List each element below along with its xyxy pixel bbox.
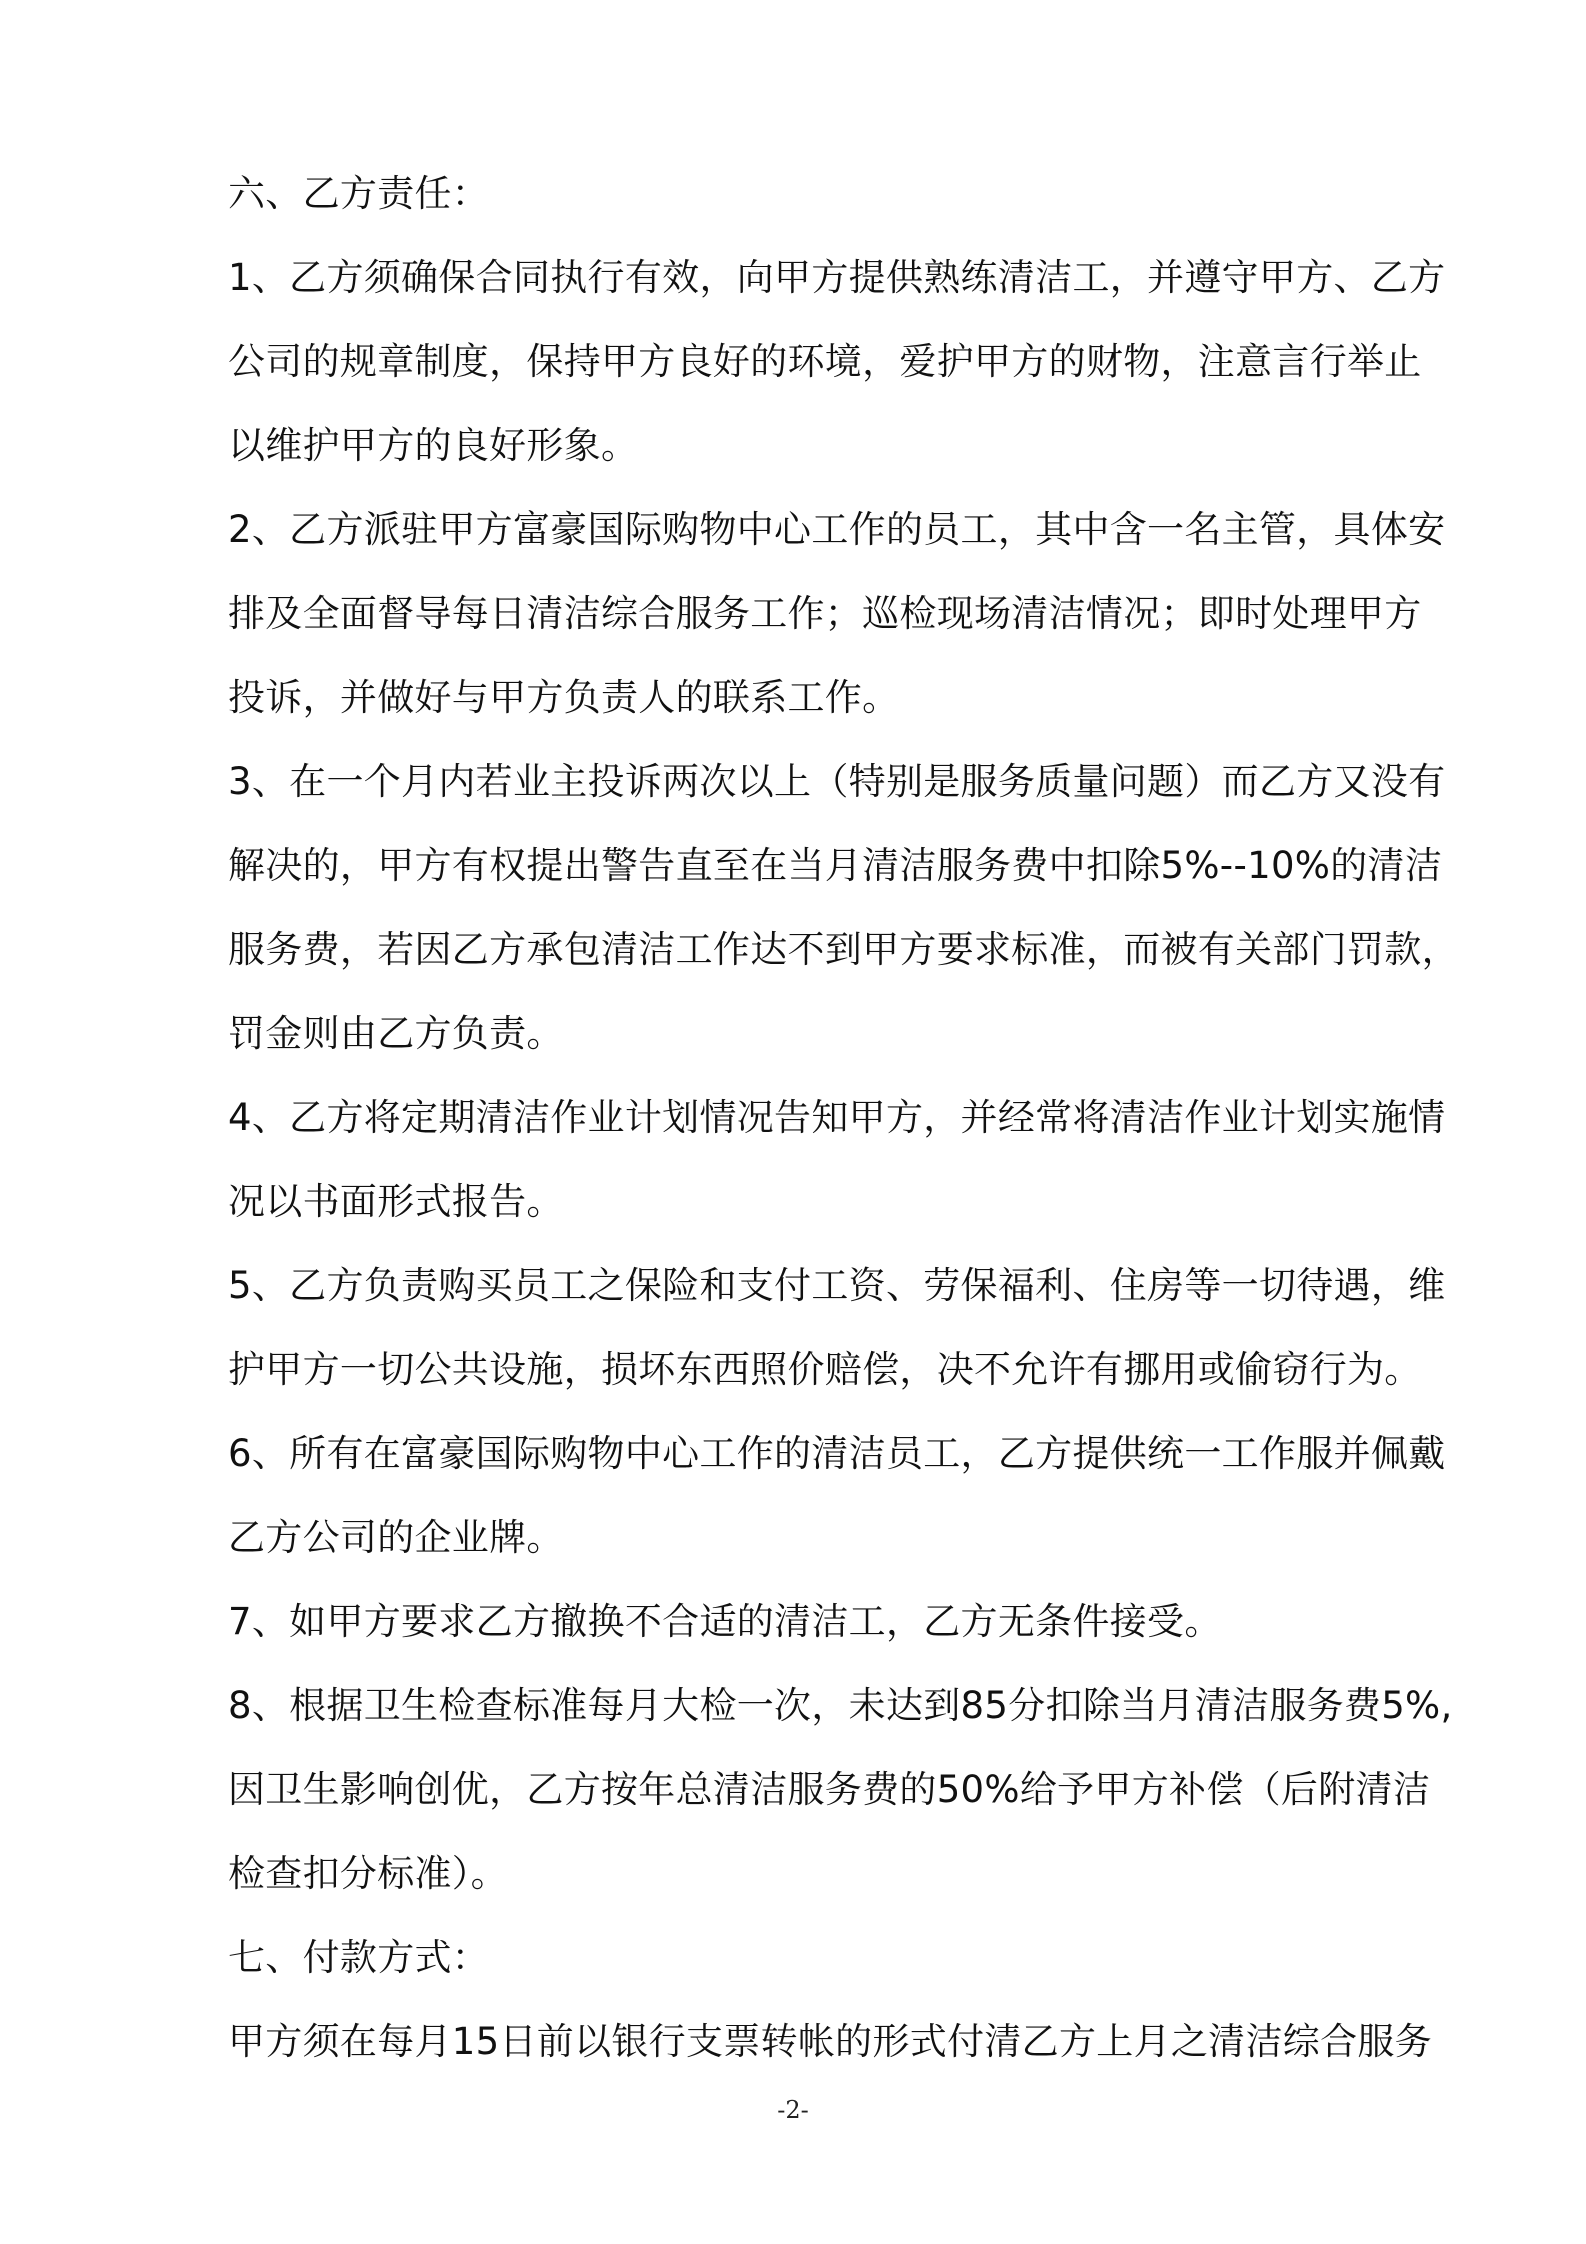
clause-1-line-1: 1、乙方须确保合同执行有效，向甲方提供熟练清洁工，并遵守甲方、乙方: [228, 256, 1446, 299]
clause-6-line-2: 乙方公司的企业牌。: [228, 1516, 564, 1559]
clause-2-line-2: 排及全面督导每日清洁综合服务工作；巡检现场清洁情况；即时处理甲方: [228, 592, 1422, 635]
clause-7-line-1: 7、如甲方要求乙方撤换不合适的清洁工，乙方无条件接受。: [228, 1600, 1222, 1643]
section-heading-six: 六、乙方责任：: [228, 172, 490, 215]
clause-2-line-3: 投诉，并做好与甲方负责人的联系工作。: [228, 676, 900, 719]
clause-5-line-1: 5、乙方负责购买员工之保险和支付工资、劳保福利、住房等一切待遇，维: [228, 1264, 1446, 1307]
clause-4-line-1: 4、乙方将定期清洁作业计划情况告知甲方，并经常将清洁作业计划实施情: [228, 1096, 1446, 1139]
page-number: -2-: [777, 2096, 809, 2124]
payment-line-1: 甲方须在每月15日前以银行支票转帐的形式付清乙方上月之清洁综合服务: [228, 2020, 1432, 2063]
document-body: [228, 152, 1459, 2084]
clause-1-line-2: 公司的规章制度，保持甲方良好的环境，爱护甲方的财物，注意言行举止: [228, 340, 1422, 383]
clause-3-line-2: 解决的，甲方有权提出警告直至在当月清洁服务费中扣除5%--10%的清洁: [228, 844, 1443, 887]
clause-3-line-1: 3、在一个月内若业主投诉两次以上（特别是服务质量问题）而乙方又没有: [228, 760, 1446, 803]
clause-1-line-3: 以维护甲方的良好形象。: [228, 424, 639, 467]
clause-5-line-2: 护甲方一切公共设施，损坏东西照价赔偿，决不允许有挪用或偷窃行为。: [228, 1348, 1422, 1391]
section-heading-seven: 七、付款方式：: [228, 1936, 490, 1979]
clause-2-line-1: 2、乙方派驻甲方富豪国际购物中心工作的员工，其中含一名主管，具体安: [228, 508, 1446, 551]
clause-8-line-3: 检查扣分标准）。: [228, 1852, 508, 1895]
clause-3-line-3: 服务费，若因乙方承包清洁工作达不到甲方要求标准，而被有关部门罚款，: [228, 928, 1459, 971]
clause-4-line-2: 况以书面形式报告。: [228, 1180, 564, 1223]
clause-3-line-4: 罚金则由乙方负责。: [228, 1012, 564, 1055]
clause-8-line-2: 因卫生影响创优，乙方按年总清洁服务费的50%给予甲方补偿（后附清洁: [228, 1768, 1431, 1811]
clause-8-line-1: 8、根据卫生检查标准每月大检一次，未达到85分扣除当月清洁服务费5%,: [228, 1684, 1453, 1727]
clause-6-line-1: 6、所有在富豪国际购物中心工作的清洁员工，乙方提供统一工作服并佩戴: [228, 1432, 1446, 1475]
